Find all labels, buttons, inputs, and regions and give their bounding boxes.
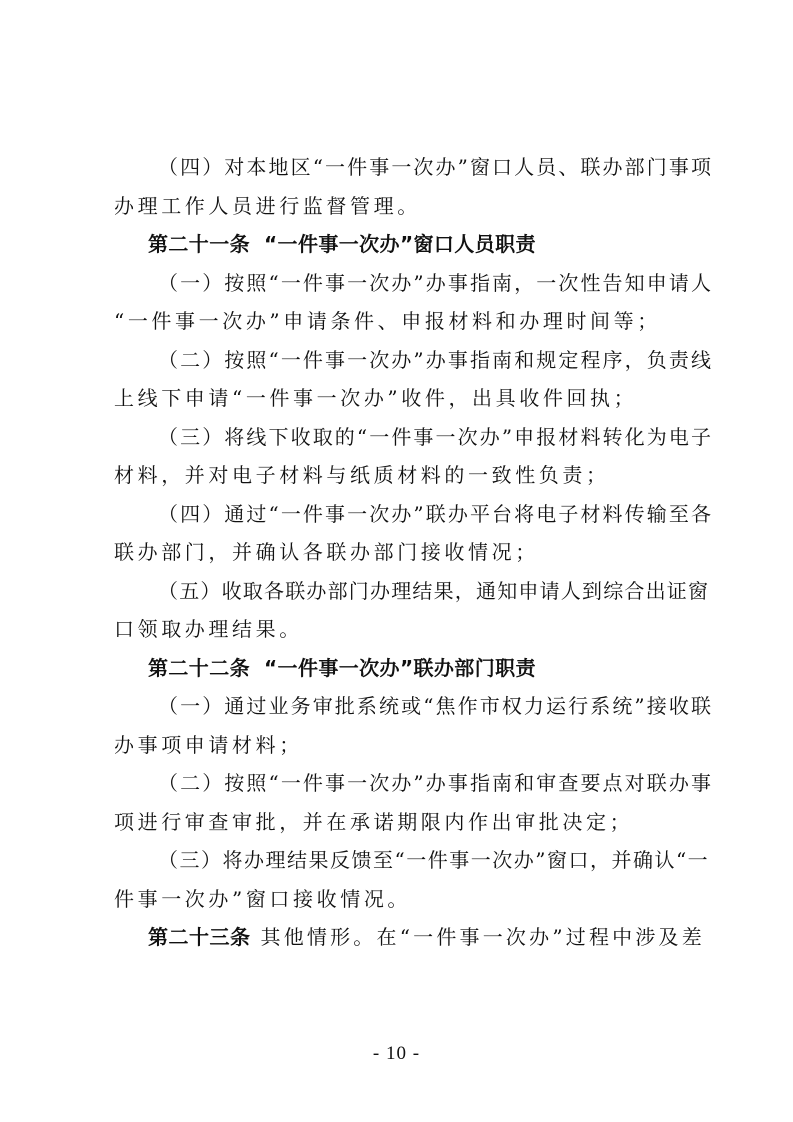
article-title: “一件事一次办”联办部门职责 xyxy=(264,655,536,680)
article-label: 第二十二条 xyxy=(148,655,250,680)
document-body xyxy=(114,148,714,957)
paragraph-line: 件事一次办”窗口接收情况。 xyxy=(114,886,412,911)
article-heading xyxy=(114,225,700,264)
paragraph-line: 口领取办理结果。 xyxy=(114,617,303,641)
paragraph-line: （四）通过“一件事一次办”联办平台将电子材料传输至各 xyxy=(158,501,714,526)
article-paragraph xyxy=(114,918,705,957)
article-label: 第二十三条 xyxy=(148,925,251,949)
paragraph-line: （五）收取各联办部门办理结果，通知申请人到综合出证窗 xyxy=(158,578,710,603)
paragraph-text: 其他情形。在“一件事一次办”过程中涉及差 xyxy=(260,925,705,949)
paragraph-line: （一）按照“一件事一次办”办事指南，一次性告知申请人 xyxy=(158,270,714,295)
paragraph-line: 项进行审查审批，并在承诺期限内作出审批决定； xyxy=(114,809,634,834)
paragraph-line: 办理工作人员进行监督管理。 xyxy=(114,193,421,218)
paragraph-line: 联办部门，并确认各联办部门接收情况； xyxy=(114,540,539,564)
paragraph-line: （三）将线下收取的“一件事一次办”申报材料转化为电子 xyxy=(158,424,714,449)
paragraph-line: （四）对本地区“一件事一次办”窗口人员、联办部门事项 xyxy=(158,155,714,179)
paragraph-line: （二）按照“一件事一次办”办事指南和审查要点对联办事 xyxy=(158,771,714,795)
article-label: 第二十一条 xyxy=(148,232,250,256)
paragraph-line: 材料，并对电子材料与纸质材料的一致性负责； xyxy=(114,463,610,487)
paragraph-line: 上线下申请“一件事一次办”收件，出具收件回执； xyxy=(114,386,638,410)
article-heading xyxy=(114,649,700,688)
page-number: - 10 - xyxy=(372,1043,421,1064)
paragraph-line: 办事项申请材料； xyxy=(114,732,303,757)
paragraph-line: “一件事一次办”申请条件、申报材料和办理时间等； xyxy=(114,309,661,333)
article-title: “一件事一次办”窗口人员职责 xyxy=(264,232,536,256)
paragraph-line: （三）将办理结果反馈至“一件事一次办”窗口，并确认“一 xyxy=(158,848,710,872)
paragraph-line: （二）按照“一件事一次办”办事指南和规定程序，负责线 xyxy=(158,347,714,372)
paragraph-line: （一）通过业务审批系统或“焦作市权力运行系统”接收联 xyxy=(158,694,714,718)
